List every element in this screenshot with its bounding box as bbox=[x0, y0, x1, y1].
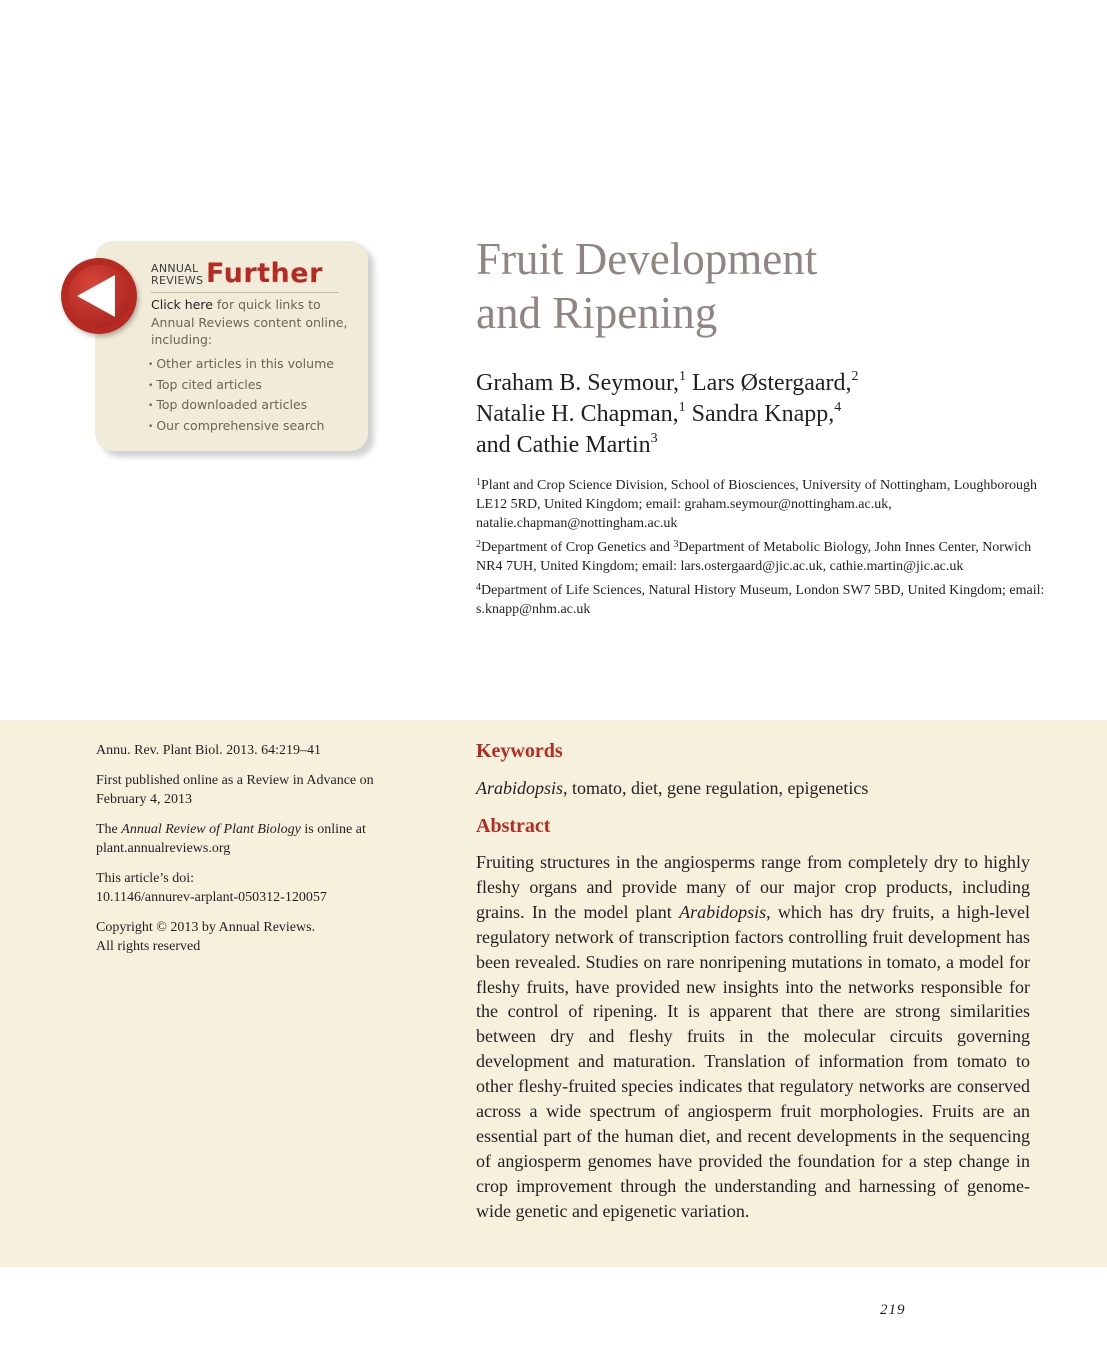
further-heading: Further bbox=[206, 258, 323, 289]
keyword-italic: Arabidopsis bbox=[476, 778, 564, 798]
brand-line-2: REVIEWS bbox=[151, 274, 204, 287]
affiliation-2-3 bbox=[476, 538, 1056, 576]
author-affil-sup: 4 bbox=[834, 400, 842, 415]
copyright-block bbox=[96, 918, 416, 956]
author-affil-sup: 1 bbox=[678, 400, 686, 415]
rights: All rights reserved bbox=[96, 939, 201, 954]
affil-sup: 2 bbox=[476, 539, 481, 550]
author-affil-sup: 3 bbox=[650, 431, 658, 446]
further-links-list bbox=[148, 355, 334, 437]
author-name: and Cathie Martin bbox=[476, 432, 651, 458]
affil-sup: 1 bbox=[476, 477, 481, 488]
abstract-text bbox=[476, 850, 1030, 1224]
annual-reviews-brand bbox=[151, 263, 203, 287]
author-name: Graham B. Seymour, bbox=[476, 370, 680, 396]
left-arrow-icon bbox=[61, 258, 137, 334]
article-title bbox=[476, 232, 817, 340]
title-line-2: and Ripening bbox=[476, 288, 718, 338]
abstract-part-2: , which has dry fruits, a high-level regulatory network of transcription factors controlling fruit development has been revealed. Studies on rare nonripening mutations in tomato, a model for fleshy fruits, have provided new insights into the networks responsible for the control of ripening. It is apparent that there are strong similarities between dry and fleshy fruits in the molecular circuits governing development and maturation. Translation of information from tomato to other fleshy-fruited species indicates that regulatory networks are conserved across a wide spectrum of angiosperm fruit morphologies. Fruits are an essential part of the human diet, and recent developments in the sequencing of angiosperm genomes have provided the foundation for a step change in crop improvement through the understanding and harnessing of genome-wide genetic and epigenetic variation. bbox=[476, 901, 1030, 1221]
doi-block bbox=[96, 869, 416, 907]
affiliation-4 bbox=[476, 581, 1056, 619]
affil-text: Department of Crop Genetics and bbox=[481, 540, 674, 555]
author-name: Lars Østergaard, bbox=[692, 370, 852, 396]
affil-text: Department of Metabolic Biology, John Innes Center, Norwich NR4 7UH, United Kingdom; email: lars.ostergaard@jic.ac.uk, cathie.martin@jic.ac.uk bbox=[476, 540, 1032, 574]
affiliations bbox=[476, 476, 1056, 624]
journal-name: Annual Review of Plant Biology bbox=[121, 822, 301, 837]
further-link-item[interactable]: • Other articles in this volume bbox=[148, 355, 334, 376]
citation: Annu. Rev. Plant Biol. 2013. 64:219–41 bbox=[96, 743, 322, 758]
keywords-text bbox=[476, 776, 868, 800]
further-link-item[interactable]: • Top downloaded articles bbox=[148, 396, 334, 417]
first-published: First published online as a Review in Advance on February 4, 2013 bbox=[96, 773, 374, 807]
online-pre: The bbox=[96, 822, 122, 837]
abstract-italic: Arabidopsis bbox=[679, 901, 767, 922]
affiliation-1 bbox=[476, 476, 1056, 533]
author-affil-sup: 2 bbox=[851, 369, 859, 384]
title-line-1: Fruit Development bbox=[476, 234, 818, 284]
affil-text: Department of Life Sciences, Natural History Museum, London SW7 5BD, United Kingdom; email: s.knapp@nhm.ac.uk bbox=[476, 583, 1045, 617]
author-affil-sup: 1 bbox=[679, 369, 687, 384]
affil-text: Plant and Crop Science Division, School of Biosciences, University of Nottingham, Loughborough LE12 5RD, United Kingdom; email: graham.seymour@nottingham.ac.uk, natalie.chapman@nottingham.ac.uk bbox=[476, 478, 1038, 531]
author-list bbox=[476, 368, 859, 461]
further-link-item[interactable]: • Top cited articles bbox=[148, 376, 334, 397]
abstract-part-1: Fruiting structures in the angiosperms range from completely dry to highly fleshy organs and provide many of our major crop products, including grains. In the model plant bbox=[476, 852, 1030, 922]
page-number: 219 bbox=[880, 1302, 906, 1318]
further-intro bbox=[151, 296, 351, 349]
online-post: is online at plant.annualreviews.org bbox=[96, 822, 366, 856]
keywords-rest: , tomato, diet, gene regulation, epigenetics bbox=[563, 778, 869, 798]
further-intro-rest: for quick links to Annual Reviews content online, including: bbox=[151, 297, 348, 347]
author-name: Natalie H. Chapman, bbox=[476, 401, 679, 427]
online-note bbox=[96, 820, 416, 858]
left-arrow-badge-icon[interactable] bbox=[61, 258, 137, 334]
affil-sup: 3 bbox=[673, 539, 679, 550]
further-link-item[interactable]: • Our comprehensive search bbox=[148, 417, 334, 438]
further-divider bbox=[151, 292, 339, 293]
brand-line-1: ANNUAL bbox=[151, 262, 199, 275]
keywords-heading: Keywords bbox=[476, 740, 563, 762]
doi-value: 10.1146/annurev-arplant-050312-120057 bbox=[96, 890, 327, 905]
click-here-link[interactable]: Click here bbox=[151, 297, 213, 312]
copyright: Copyright © 2013 by Annual Reviews. bbox=[96, 920, 316, 935]
article-meta bbox=[96, 741, 416, 967]
affil-sup: 4 bbox=[476, 582, 481, 593]
author-name: Sandra Knapp, bbox=[691, 401, 835, 427]
abstract-heading: Abstract bbox=[476, 815, 551, 837]
doi-label: This article’s doi: bbox=[96, 871, 194, 886]
